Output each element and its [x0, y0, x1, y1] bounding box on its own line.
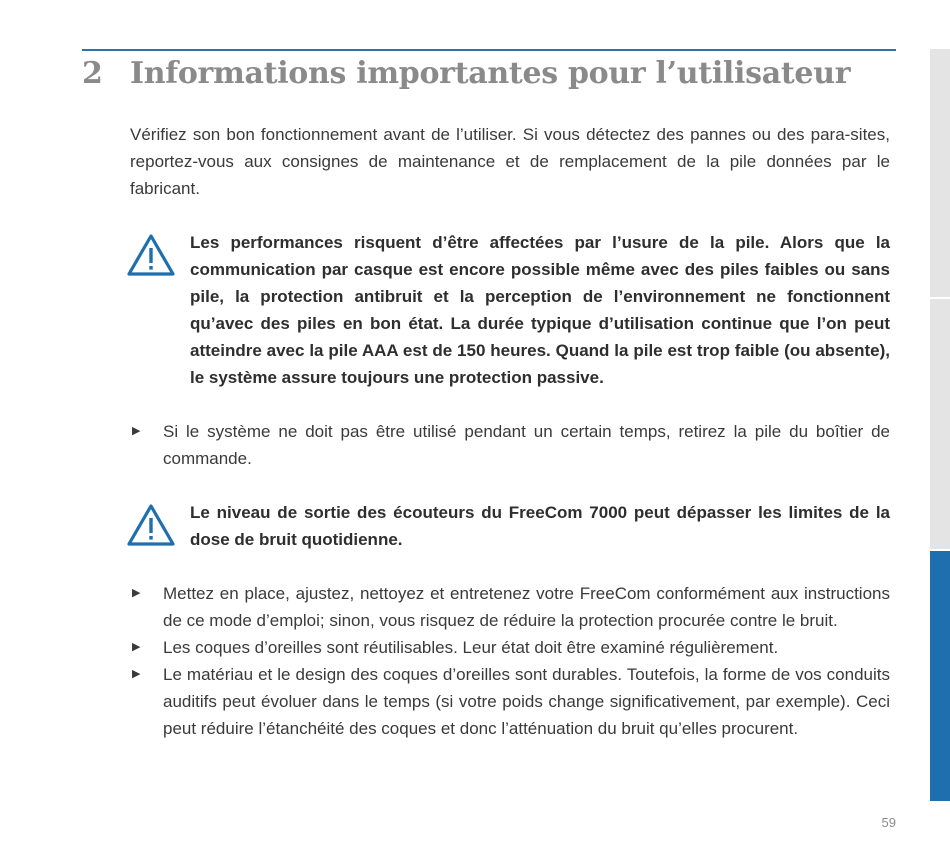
bullet-list — [130, 580, 890, 742]
list-item — [130, 661, 890, 742]
warning-triangle-icon — [126, 503, 176, 547]
bullet-arrow-icon: ▶ — [132, 425, 141, 437]
bullet-list — [130, 418, 890, 472]
warning-triangle-icon — [126, 233, 176, 277]
bullet-arrow-icon: ▶ — [132, 587, 141, 599]
list-item — [130, 580, 890, 634]
list-item-text: Mettez en place, ajustez, nettoyez et entretenez votre FreeCom conformément aux instructions de ce mode d’emploi; sinon, vous risquez de réduire la protection procurée contre le bruit. — [163, 584, 890, 630]
chapter-tab-inactive — [930, 49, 950, 297]
bullet-arrow-icon: ▶ — [132, 641, 141, 653]
warning-text: Le niveau de sortie des écouteurs du FreeCom 7000 peut dépasser les limites de la dose de bruit quotidienne. — [190, 503, 890, 549]
warning-block — [130, 229, 890, 391]
section-title: Informations importantes pour l’utilisateur — [130, 56, 851, 91]
bullet-arrow-icon: ▶ — [132, 668, 141, 680]
list-item-text: Les coques d’oreilles sont réutilisables. Leur état doit être examiné régulièrement. — [163, 638, 779, 657]
page-content — [130, 121, 890, 742]
warning-text: Les performances risquent d’être affectées par l’usure de la pile. Alors que la communication par casque est encore possible même avec des piles faibles ou sans pile, la protection antibruit et la perception de l’environnement ne fonctionnent qu’avec des piles en bon état. La durée typique d’utilisation continue que l’on peut atteindre avec la pile AAA est de 150 heures. Quand la pile est trop faible (ou absente), le système assure toujours une protection passive. — [190, 233, 890, 387]
chapter-tab-inactive — [930, 299, 950, 549]
header-rule — [82, 49, 896, 51]
section-heading — [82, 56, 850, 91]
list-item-text: Le matériau et le design des coques d’oreilles sont durables. Toutefois, la forme de vos conduits auditifs peut évoluer dans le temps (si votre poids change significativement, par exemple). Ceci peut réduire l’étanchéité des coques et donc l’atténuation du bruit qu’elles procurent. — [163, 665, 890, 738]
intro-paragraph: Vérifiez son bon fonctionnement avant de l’utiliser. Si vous détectez des pannes ou des para-sites, reportez-vous aux consignes de maintenance et de remplacement de la pile données par le fabricant. — [130, 125, 890, 198]
page-number: 59 — [881, 815, 896, 830]
section-number: 2 — [82, 56, 103, 91]
list-item — [130, 418, 890, 472]
warning-block — [130, 499, 890, 553]
chapter-tab-active — [930, 551, 950, 801]
list-item-text: Si le système ne doit pas être utilisé pendant un certain temps, retirez la pile du boîtier de commande. — [163, 422, 890, 468]
list-item — [130, 634, 890, 661]
